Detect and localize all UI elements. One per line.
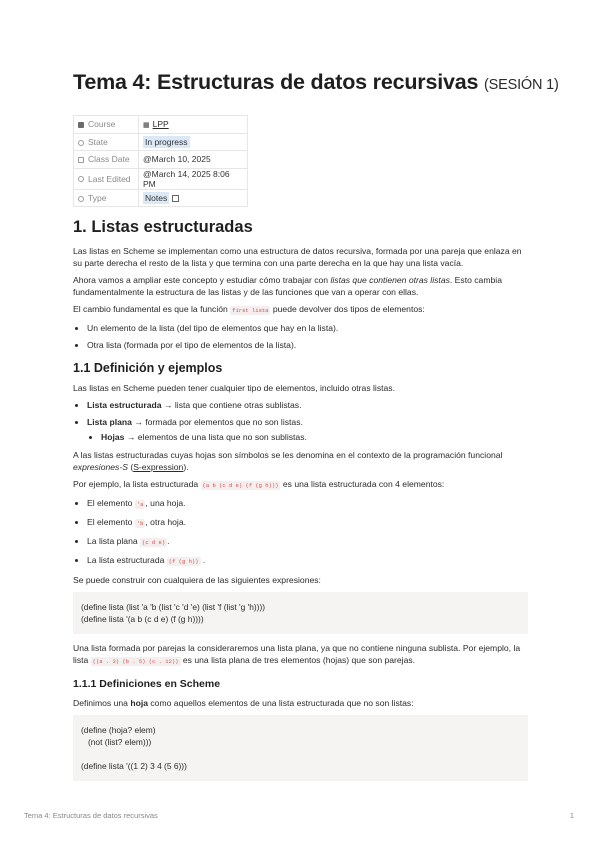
footer-title: Tema 4: Estructuras de datos recursivas (24, 811, 158, 820)
bold-term: hoja (130, 698, 148, 708)
property-label-cell (74, 133, 139, 151)
text: → elementos de una lista que no son sublistas. (124, 432, 307, 442)
text: A las listas estructuradas cuyas hojas son símbolos se les denomina en el contexto de la programación funcional (73, 450, 503, 460)
class-date-value[interactable]: @March 10, 2025 (143, 154, 211, 165)
list-item (87, 516, 528, 530)
text: , otra hoja. (145, 517, 186, 527)
list-item: • Un elemento de la lista (del tipo de elementos que hay en la lista). (87, 322, 528, 334)
nested-bullet-list (87, 431, 528, 443)
property-row (74, 116, 248, 134)
text: La lista plana (87, 536, 141, 546)
inline-code: ((a . 3) (b . 5) (c . 12)) (92, 658, 179, 665)
paragraph (73, 303, 528, 317)
inline-code: (c d e) (142, 539, 166, 546)
text: puede devolver dos tipos de elementos: (270, 304, 425, 314)
text: Ahora vamos a ampliar este concepto y estudiar cómo trabajar con (73, 275, 331, 285)
property-label: Course (88, 119, 116, 130)
list-item: • Otra lista (formada por el tipo de elementos de la lista). (87, 339, 528, 351)
subsection-heading: 1.1 Definición y ejemplos (73, 361, 223, 375)
book-icon (78, 122, 84, 128)
document-body (73, 217, 528, 789)
bullet-list (73, 497, 528, 568)
property-value-cell (139, 151, 248, 169)
course-icon: ▦ (143, 122, 150, 130)
list-item (87, 497, 528, 511)
paragraph: Las listas en Scheme pueden tener cualquier tipo de elementos, incluido otras listas. (73, 383, 395, 393)
text: → lista que contiene otras sublistas. (161, 400, 302, 410)
bullet-list (73, 399, 528, 443)
inline-code: (f (g h)) (168, 558, 199, 565)
property-value-cell (139, 133, 248, 151)
text: → formada por elementos que no son listas. (131, 417, 303, 427)
text: . (200, 555, 206, 565)
property-label-cell (74, 189, 139, 207)
paragraph (73, 449, 528, 473)
title-text: Tema 4: Estructuras de datos recursivas (73, 70, 479, 94)
page-title (73, 70, 559, 95)
emphasis: expresiones-S (73, 462, 128, 472)
calendar-icon (78, 157, 84, 163)
paragraph (73, 274, 528, 298)
text: Definimos una (73, 698, 131, 708)
text: El elemento (87, 498, 135, 508)
inline-code: first lista (232, 307, 269, 314)
property-label-cell (74, 151, 139, 169)
inline-code: (a b (c d e) (f (g h))) (202, 482, 279, 489)
text: Una lista formada por parejas la consideraremos una lista plana, ya que no contiene ninguna sublista. Por ejemplo, la lista (73, 643, 521, 665)
paragraph (73, 697, 528, 709)
state-badge[interactable]: In progress (145, 136, 188, 147)
text: es una lista estructurada con 4 elementos: (280, 479, 445, 489)
course-link[interactable]: LPP (152, 119, 169, 130)
status-icon (78, 140, 84, 146)
text: como aquellos elementos de una lista estructurada que no son listas: (148, 698, 414, 708)
last-edited-value: @March 14, 2025 8:06 PM (143, 168, 230, 189)
text: Por ejemplo, la lista estructurada (73, 479, 201, 489)
property-value-cell (139, 168, 248, 189)
code-block[interactable]: (define lista (list 'a 'b (list 'c 'd 'e) (list 'f (list 'g 'h)))) (define lista '(a b (c d e) (f (g h)))) (73, 592, 528, 634)
property-row (74, 168, 248, 189)
text: es una lista plana de tres elementos (hojas) que son parejas. (180, 655, 416, 665)
text: , una hoja. (145, 498, 186, 508)
s-expression-link[interactable]: S-expression (133, 462, 184, 472)
text: . Esto cambia fundamentalmente la estructura de las listas y de las funciones que van a operar con ellas. (73, 275, 502, 297)
notes-icon (172, 195, 179, 202)
paragraph (73, 642, 528, 668)
section-heading: 1. Listas estructuradas (73, 218, 253, 236)
text: El elemento (87, 517, 135, 527)
property-label-cell (74, 168, 139, 189)
page-number: 1 (569, 811, 574, 820)
bold-term: Hojas (101, 432, 125, 442)
type-badge[interactable]: Notes (145, 192, 168, 203)
list-item (87, 535, 528, 549)
type-icon (78, 196, 84, 202)
list-item (87, 416, 528, 443)
paragraph: Se puede construir con cualquiera de las siguientes expresiones: (73, 575, 321, 585)
bold-term: Lista plana (87, 417, 132, 427)
paragraph: Las listas en Scheme se implementan como una estructura de datos recursiva, formada por una pareja que enlaza en su parte derecha el resto de la lista y que termina con una parte derecha en la que hay una lista vacía. (73, 246, 522, 268)
paragraph (73, 478, 528, 492)
property-label-cell (74, 116, 139, 134)
bold-term: Lista estructurada (87, 400, 162, 410)
property-label: State (88, 136, 108, 147)
property-value-cell (139, 189, 248, 207)
text: . (167, 536, 170, 546)
clock-icon (78, 176, 84, 182)
text: La lista estructurada (87, 555, 167, 565)
property-row (74, 151, 248, 169)
property-row (74, 189, 248, 207)
list-item (101, 431, 528, 443)
property-row (74, 133, 248, 151)
property-label: Class Date (88, 154, 130, 165)
emphasis: listas que contienen otras listas (330, 275, 450, 285)
subsubsection-heading: 1.1.1 Definiciones en Scheme (73, 678, 221, 690)
text: El cambio fundamental es que la función (73, 304, 231, 314)
bullet-list (73, 322, 528, 351)
inline-code: 'b (136, 520, 144, 527)
properties-table (73, 115, 248, 207)
text: ). (183, 462, 189, 472)
inline-code: 'a (136, 501, 144, 508)
list-item (87, 554, 528, 568)
title-suffix: (SESIÓN 1) (484, 77, 559, 93)
property-label: Last Edited (88, 173, 131, 184)
text: ( (127, 462, 134, 472)
code-block[interactable]: (define (hoja? elem) (not (list? elem))) (define lista '((1 2) 3 4 (5 6))) (73, 715, 528, 781)
property-label: Type (88, 192, 107, 203)
property-value-cell (139, 116, 248, 134)
list-item (87, 399, 528, 411)
